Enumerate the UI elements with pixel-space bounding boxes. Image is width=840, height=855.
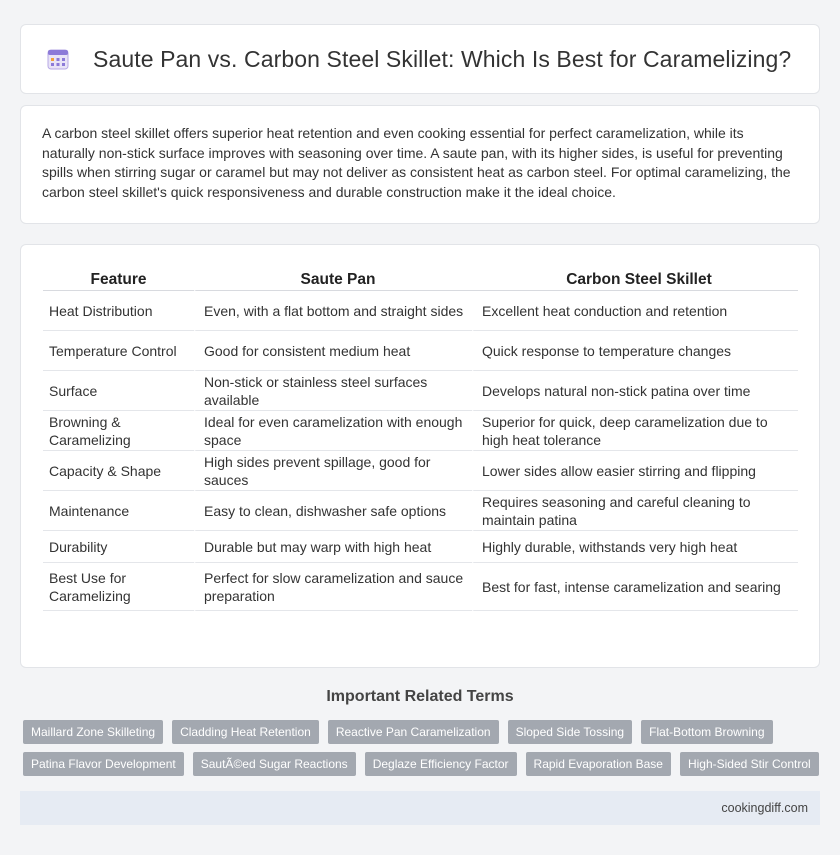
related-tag[interactable]: Reactive Pan Caramelization xyxy=(328,720,499,744)
feature-cell: Heat Distribution xyxy=(43,291,194,331)
related-tag[interactable]: Sloped Side Tossing xyxy=(508,720,633,744)
calendar-grid-icon xyxy=(45,46,71,72)
carbon-steel-cell: Excellent heat conduction and retention xyxy=(472,291,798,331)
page-title: Saute Pan vs. Carbon Steel Skillet: Which Is Best for Caramelizing? xyxy=(93,45,792,72)
related-tag[interactable]: Flat-Bottom Browning xyxy=(641,720,772,744)
related-tag[interactable]: High-Sided Stir Control xyxy=(680,752,819,776)
header-carbon-steel: Carbon Steel Skillet xyxy=(472,267,798,291)
feature-cell: Temperature Control xyxy=(43,331,194,371)
comparison-table xyxy=(43,267,798,611)
saute-pan-cell: Good for consistent medium heat xyxy=(194,331,472,371)
related-tag[interactable]: Maillard Zone Skilleting xyxy=(23,720,163,744)
footer xyxy=(20,791,820,825)
feature-cell: Surface xyxy=(43,371,194,411)
saute-pan-cell: Even, with a flat bottom and straight sides xyxy=(194,291,472,331)
table-row xyxy=(43,531,798,563)
related-tag[interactable]: Cladding Heat Retention xyxy=(172,720,319,744)
carbon-steel-cell: Develops natural non-stick patina over time xyxy=(472,371,798,411)
tag-row xyxy=(23,720,823,744)
saute-pan-cell: Perfect for slow caramelization and sauce preparation xyxy=(194,563,472,611)
summary-card xyxy=(20,105,820,224)
related-terms-title: Important Related Terms xyxy=(326,688,514,705)
header-saute-pan: Saute Pan xyxy=(194,267,472,291)
table-header-row xyxy=(43,267,798,291)
feature-cell: Best Use for Caramelizing xyxy=(43,563,194,611)
comparison-table-card xyxy=(20,244,820,668)
table-row xyxy=(43,411,798,451)
carbon-steel-cell: Superior for quick, deep caramelization due to high heat tolerance xyxy=(472,411,798,451)
tag-row xyxy=(23,752,823,776)
feature-cell: Browning & Caramelizing xyxy=(43,411,194,451)
feature-cell: Maintenance xyxy=(43,491,194,531)
footer-site-link[interactable]: cookingdiff.com xyxy=(721,801,808,815)
summary-text: A carbon steel skillet offers superior heat retention and even cooking essential for perfect caramelization, while its naturally non-stick surface improves with seasoning over time. A saute pan, with its higher sides, is useful for preventing spills when stirring sugar or caramel but may not deliver as consistent heat as carbon steel. For optimal caramelizing, the carbon steel skillet's quick responsiveness and durable construction make it the ideal choice. xyxy=(42,125,791,200)
saute-pan-cell: High sides prevent spillage, good for sauces xyxy=(194,451,472,491)
table-row xyxy=(43,371,798,411)
table-row xyxy=(43,491,798,531)
related-tag[interactable]: SautÃ©ed Sugar Reactions xyxy=(193,752,356,776)
feature-cell: Capacity & Shape xyxy=(43,451,194,491)
table-row xyxy=(43,331,798,371)
carbon-steel-cell: Highly durable, withstands very high heat xyxy=(472,531,798,563)
title-card xyxy=(20,24,820,94)
related-tags xyxy=(23,720,823,784)
related-tag[interactable]: Deglaze Efficiency Factor xyxy=(365,752,517,776)
saute-pan-cell: Easy to clean, dishwasher safe options xyxy=(194,491,472,531)
carbon-steel-cell: Requires seasoning and careful cleaning to maintain patina xyxy=(472,491,798,531)
carbon-steel-cell: Best for fast, intense caramelization and searing xyxy=(472,563,798,611)
related-tag[interactable]: Patina Flavor Development xyxy=(23,752,184,776)
carbon-steel-cell: Quick response to temperature changes xyxy=(472,331,798,371)
table-row xyxy=(43,451,798,491)
table-row xyxy=(43,563,798,611)
saute-pan-cell: Non-stick or stainless steel surfaces available xyxy=(194,371,472,411)
related-tag[interactable]: Rapid Evaporation Base xyxy=(526,752,671,776)
header-feature: Feature xyxy=(43,267,194,291)
carbon-steel-cell: Lower sides allow easier stirring and flipping xyxy=(472,451,798,491)
saute-pan-cell: Durable but may warp with high heat xyxy=(194,531,472,563)
feature-cell: Durability xyxy=(43,531,194,563)
saute-pan-cell: Ideal for even caramelization with enough space xyxy=(194,411,472,451)
table-row xyxy=(43,291,798,331)
